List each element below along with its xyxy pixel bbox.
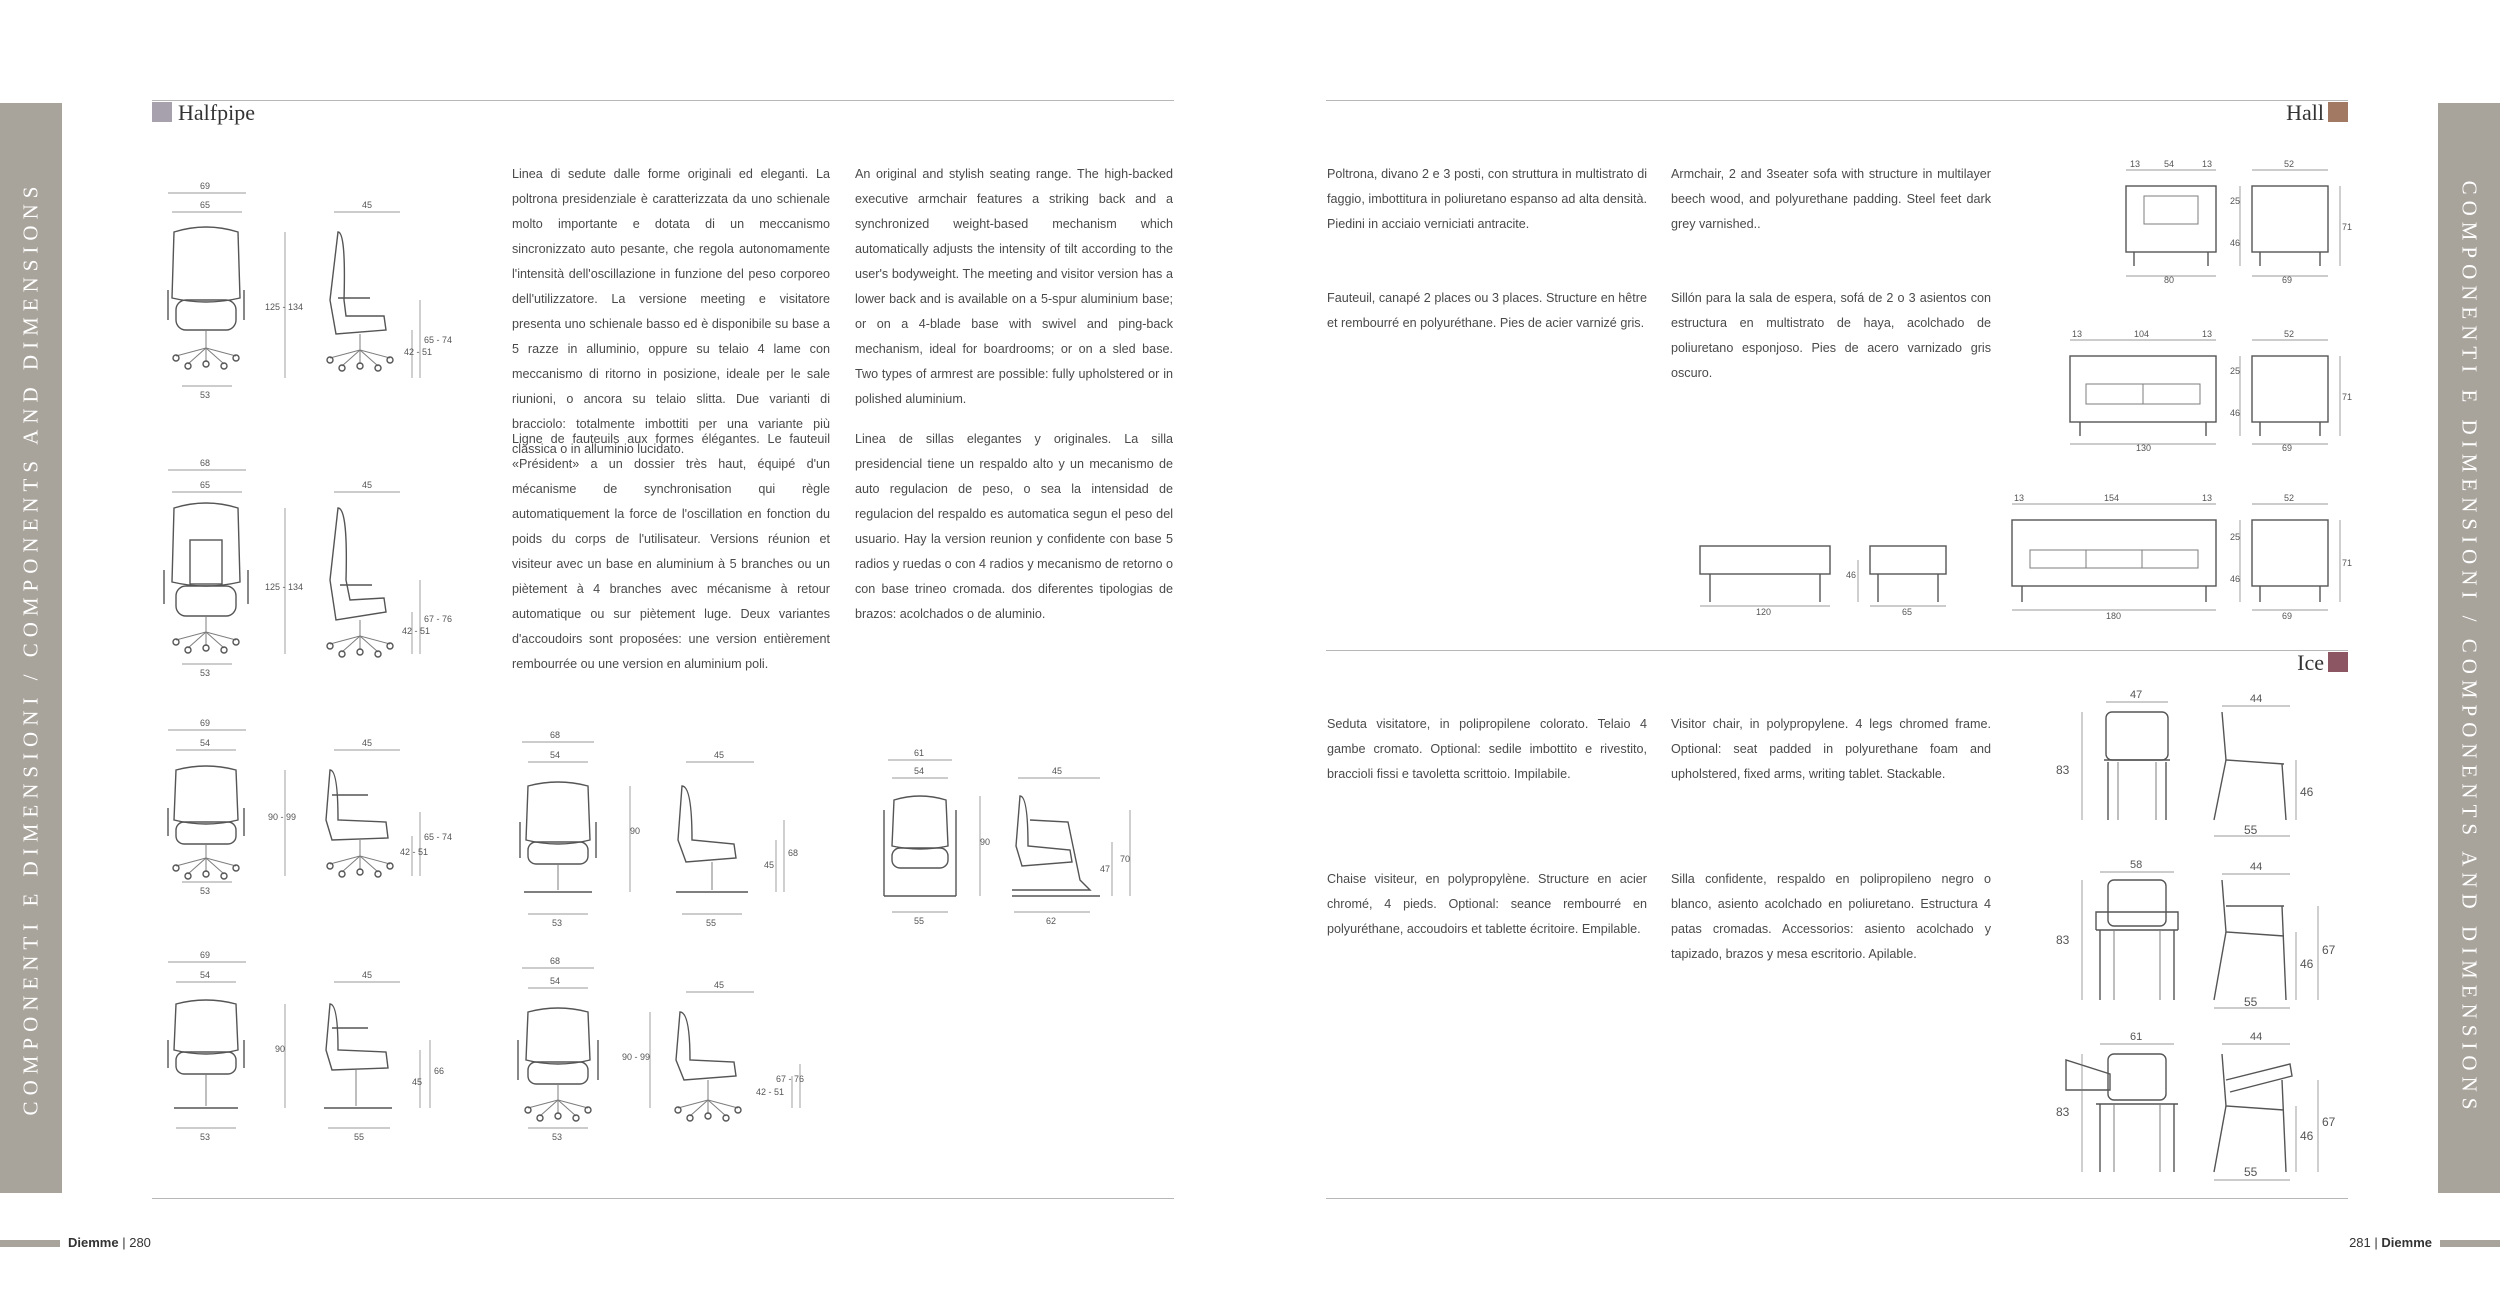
svg-text:67: 67 [2322,1115,2336,1129]
svg-text:130: 130 [2136,443,2152,453]
halfpipe-meeting-side [326,770,393,877]
svg-text:13: 13 [2014,493,2025,503]
halfpipe-president-front [164,503,248,653]
dims-row4 [168,950,444,1142]
ice-chair-front [2104,712,2170,820]
svg-text:46: 46 [1846,570,1857,580]
svg-text:45: 45 [412,1077,423,1087]
dims-row3b [522,730,798,928]
footer-right-separator: | [2374,1235,2378,1250]
hall-armchair-side [2252,186,2328,266]
svg-text:54: 54 [2164,159,2175,169]
svg-text:45: 45 [1052,766,1063,776]
svg-text:71: 71 [2342,558,2353,568]
hall-sofa3-side [2252,520,2328,602]
hall-sofa2-side [2252,356,2328,436]
hall-bench [1700,546,1830,602]
svg-text:45: 45 [362,970,373,980]
svg-text:61: 61 [2130,1031,2143,1043]
svg-text:69: 69 [2282,443,2293,453]
svg-text:69: 69 [2282,611,2293,621]
ice-text-en: Visitor chair, in polypropylene. 4 legs chromed frame. Optional: seat padded in polyurethane foam and upholstered, fixed arms, writing tablet. Stackable. [1671,717,1991,781]
svg-text:42 - 51: 42 - 51 [404,347,433,357]
svg-text:54: 54 [200,970,211,980]
svg-text:67 - 76: 67 - 76 [776,1074,805,1084]
ice-text-fr: Chaise visiteur, en polypropylène. Structure en acier chromé, 4 pieds. Optional: seance rembourré en polyuréthane, accoudoirs et tablette écritoire. Empilable. [1327,872,1647,936]
svg-text:70: 70 [1120,854,1131,864]
svg-text:45: 45 [362,480,373,490]
dims-hall-c [2012,493,2352,621]
svg-text:45: 45 [362,200,373,210]
svg-text:55: 55 [2244,1165,2258,1179]
halfpipe-president-side [327,508,393,657]
svg-text:154: 154 [2104,493,2120,503]
hall-text-en: Armchair, 2 and 3seater sofa with structure in multilayer beech wood, and polyurethane padding. Steel feet dark grey varnished.. [1671,167,1991,231]
svg-text:90 - 99: 90 - 99 [622,1052,651,1062]
svg-text:104: 104 [2134,329,2150,339]
halfpipe-title: Halfpipe [178,100,255,125]
svg-text:125 - 134: 125 - 134 [265,582,304,592]
svg-text:55: 55 [2244,995,2258,1009]
halfpipe-text-it: Linea di sedute dalle forme originali ed eleganti. La poltrona presidenziale è caratterizzata da uno schienale molto importante e dotata di un meccanismo sincronizzato auto pesante, che regola autonomamente l'intensità dell'oscillazione in funzione del peso corporeo dell'utilizzatore. La versione meeting e visitatore presenta uno schienale basso ed è disponibile su base a 5 razze in alluminio, oppure su telaio 4 lame con meccanismo di ritorno in posizione, ideale per le sale riunioni, o ancora su telaio slitta. Due varianti di bracciolo: totalmente imbottiti per una variante più classica o in alluminio lucidato. [512,167,830,456]
svg-text:54: 54 [550,976,561,986]
hall-sofa2-front [2070,356,2216,436]
hall-text-it: Poltrona, divano 2 e 3 posti, con struttura in multistrato di faggio, imbottitura in poliuretano espanso ad alta densità. Piedini in acciaio verniciati antracite. [1327,167,1647,231]
halfpipe-exec-front [168,227,244,369]
halfpipe-4blade-front [520,782,596,892]
dims-hall-a [2126,159,2352,285]
hall-sofa3-front [2012,520,2216,602]
svg-text:25: 25 [2230,532,2241,542]
hall-pouf [1870,546,1946,602]
svg-text:55: 55 [706,918,717,928]
svg-text:55: 55 [354,1132,365,1142]
svg-text:46: 46 [2300,785,2314,799]
svg-text:90: 90 [275,1044,286,1054]
ice-text-it: Seduta visitatore, in polipropilene colorato. Telaio 4 gambe cromato. Optional: sedile imbottito e rivestito, braccioli fissi e tavoletta scrittoio. Impilabile. [1327,717,1647,781]
halfpipe-visitor-front [168,1000,244,1108]
svg-text:13: 13 [2072,329,2083,339]
svg-text:45: 45 [714,980,725,990]
svg-text:44: 44 [2250,693,2263,705]
svg-text:55: 55 [2244,823,2258,837]
hall-text-fr: Fauteuil, canapé 2 places ou 3 places. Structure en hêtre et rembourré en polyuréthane. Pies de acier varnizé gris. [1327,291,1647,330]
dims-row1 [168,181,452,400]
svg-text:45: 45 [714,750,725,760]
svg-text:47: 47 [1100,864,1111,874]
svg-text:67 - 76: 67 - 76 [424,614,453,624]
svg-text:68: 68 [550,956,561,966]
halfpipe-text-en: An original and stylish seating range. The high-backed executive armchair features a striking back and a synchronized weight-based mechanism which automatically adjusts the intensity of tilt according to the user's bodyweight. The meeting and visitor version has a lower back and is available on a 5-spur aluminium base; or on a 4-blade base with swivel and ping-back mechanism, ideal for boardrooms; or on a sled base. Two types of armrest are possible: fully upholstered or in polished aluminium. [855,167,1173,406]
halfpipe-sled-front [884,796,956,896]
dims-hall-bench [1700,560,1946,617]
svg-text:53: 53 [200,668,211,678]
svg-text:53: 53 [200,390,211,400]
footer-left-page-number: 280 [129,1235,151,1250]
halfpipe-sled-side [1012,796,1100,896]
svg-text:68: 68 [200,458,211,468]
halfpipe-conference-side [675,1012,741,1121]
svg-text:46: 46 [2230,574,2241,584]
footer-left-brand: Diemme [68,1235,119,1250]
hall-armchair-front [2126,186,2216,266]
svg-text:69: 69 [2282,275,2293,285]
ice-title: Ice [2297,650,2324,675]
svg-text:52: 52 [2284,329,2295,339]
ice-armchair-side [2214,880,2286,1000]
svg-text:53: 53 [552,1132,563,1142]
footer-right-page-number: 281 [2349,1235,2371,1250]
dims-ice-c [2056,1031,2336,1180]
svg-text:83: 83 [2056,763,2070,777]
svg-text:42 - 51: 42 - 51 [400,847,429,857]
halfpipe-4blade-side [676,786,748,892]
svg-text:65 - 74: 65 - 74 [424,832,453,842]
svg-text:25: 25 [2230,366,2241,376]
dims-row3 [168,718,452,896]
svg-text:68: 68 [788,848,799,858]
halfpipe-exec-side [327,232,393,371]
svg-text:90 - 99: 90 - 99 [268,812,297,822]
footer-left-separator: | [122,1235,126,1250]
svg-text:53: 53 [552,918,563,928]
svg-text:65: 65 [1902,607,1913,617]
svg-text:71: 71 [2342,222,2353,232]
svg-text:69: 69 [200,950,211,960]
ice-chair-side [2214,712,2286,820]
side-band-left-text: COMPONENTI E DIMENSIONI / COMPONENTS AND DIMENSIONS [18,180,43,1116]
dims-row2 [168,458,452,678]
svg-text:61: 61 [914,748,925,758]
svg-text:67: 67 [2322,943,2336,957]
footer-right [2330,1235,2432,1250]
svg-text:46: 46 [2230,408,2241,418]
svg-text:47: 47 [2130,689,2143,701]
svg-text:125 - 134: 125 - 134 [265,302,304,312]
svg-text:44: 44 [2250,861,2263,873]
halfpipe-visitor-side [324,1004,392,1108]
svg-text:25: 25 [2230,196,2241,206]
svg-text:69: 69 [200,718,211,728]
footer-left [68,1235,151,1250]
svg-text:80: 80 [2164,275,2175,285]
footer-bar-right [2440,1240,2500,1247]
halfpipe-text-es: Linea de sillas elegantes y originales. La silla presidencial tiene un respaldo alto y un mecanismo de auto regulacion de peso, o sea la intensidad de regulacion del respaldo es automatica segun el peso del usuario. Hay la version reunion y confidente con base 5 radios y ruedas o con 4 radios y mecanismo de retorno o con base trineo cromada. dos diferentes tipologias de brazos: acolchados o de aluminio. [855,432,1173,621]
svg-text:83: 83 [2056,1105,2070,1119]
svg-text:120: 120 [1756,607,1772,617]
svg-text:13: 13 [2130,159,2141,169]
svg-text:44: 44 [2250,1031,2263,1043]
svg-text:45: 45 [362,738,373,748]
svg-text:13: 13 [2202,493,2213,503]
svg-text:83: 83 [2056,933,2070,947]
ice-text-es: Silla confidente, respaldo en polipropileno negro o blanco, asiento acolchado en poliuretano. Estructura 4 patas cromadas. Accessorios: asiento acolchado y tapizado, brazos y mesa escritorio. Apilable. [1671,872,1991,961]
svg-text:53: 53 [200,1132,211,1142]
footer-bar-left [0,1240,60,1247]
ice-tablet-front [2066,1054,2178,1172]
dims-row4b [522,956,804,1142]
hall-text-es: Sillón para la sala de espera, sofá de 2 o 3 asientos con estructura en multistrato de haya, acolchado de poliuretano esponjoso. Pies de acero varnizado gris oscuro. [1671,291,1991,380]
svg-text:13: 13 [2202,159,2213,169]
ice-tablet-side [2214,1054,2292,1172]
svg-text:46: 46 [2230,238,2241,248]
halfpipe-meeting-front [168,766,244,879]
svg-text:54: 54 [550,750,561,760]
svg-text:90: 90 [630,826,641,836]
svg-text:65: 65 [200,480,211,490]
svg-text:58: 58 [2130,859,2143,871]
svg-text:45: 45 [764,860,775,870]
svg-text:54: 54 [200,738,211,748]
svg-text:180: 180 [2106,611,2122,621]
svg-text:52: 52 [2284,493,2295,503]
svg-text:71: 71 [2342,392,2353,402]
dims-ice-b [2056,859,2336,1009]
svg-text:54: 54 [914,766,925,776]
dims-hall-b [2070,329,2352,453]
svg-text:53: 53 [200,886,211,896]
svg-text:66: 66 [434,1066,445,1076]
svg-text:46: 46 [2300,1129,2314,1143]
svg-text:65: 65 [200,200,211,210]
svg-text:52: 52 [2284,159,2295,169]
hall-title: Hall [2286,100,2324,125]
svg-text:69: 69 [200,181,211,191]
footer-right-brand: Diemme [2381,1235,2432,1250]
ice-armchair-front [2096,880,2178,1000]
svg-text:42 - 51: 42 - 51 [756,1087,785,1097]
svg-text:46: 46 [2300,957,2314,971]
svg-text:90: 90 [980,837,991,847]
svg-text:42 - 51: 42 - 51 [402,626,431,636]
svg-text:62: 62 [1046,916,1057,926]
dims-row3c [888,748,1130,926]
svg-text:55: 55 [914,916,925,926]
svg-text:68: 68 [550,730,561,740]
side-band-right-text: COMPONENTI E DIMENSIONI / COMPONENTS AND DIMENSIONS [2457,180,2482,1116]
halfpipe-text-fr: Ligne de fauteuils aux formes élégantes. Le fauteuil «Président» a un dossier très haut, équipé d'un mécanisme de synchronisation qui règle automatiquement la force de l'oscillation en fonction du poids du corps de l'utilisateur. Versions réunion et visiteur avec un base en aluminium à 5 branches ou un piètement à 4 branches avec mécanisme à retour automatique ou sur piètement luge. Deux variantes d'accoudoirs sont proposées: une version entièrement rembourrée ou une version en aluminium poli. [512,432,830,671]
svg-text:65 - 74: 65 - 74 [424,335,453,345]
halfpipe-conference-front [518,1008,598,1121]
svg-text:13: 13 [2202,329,2213,339]
